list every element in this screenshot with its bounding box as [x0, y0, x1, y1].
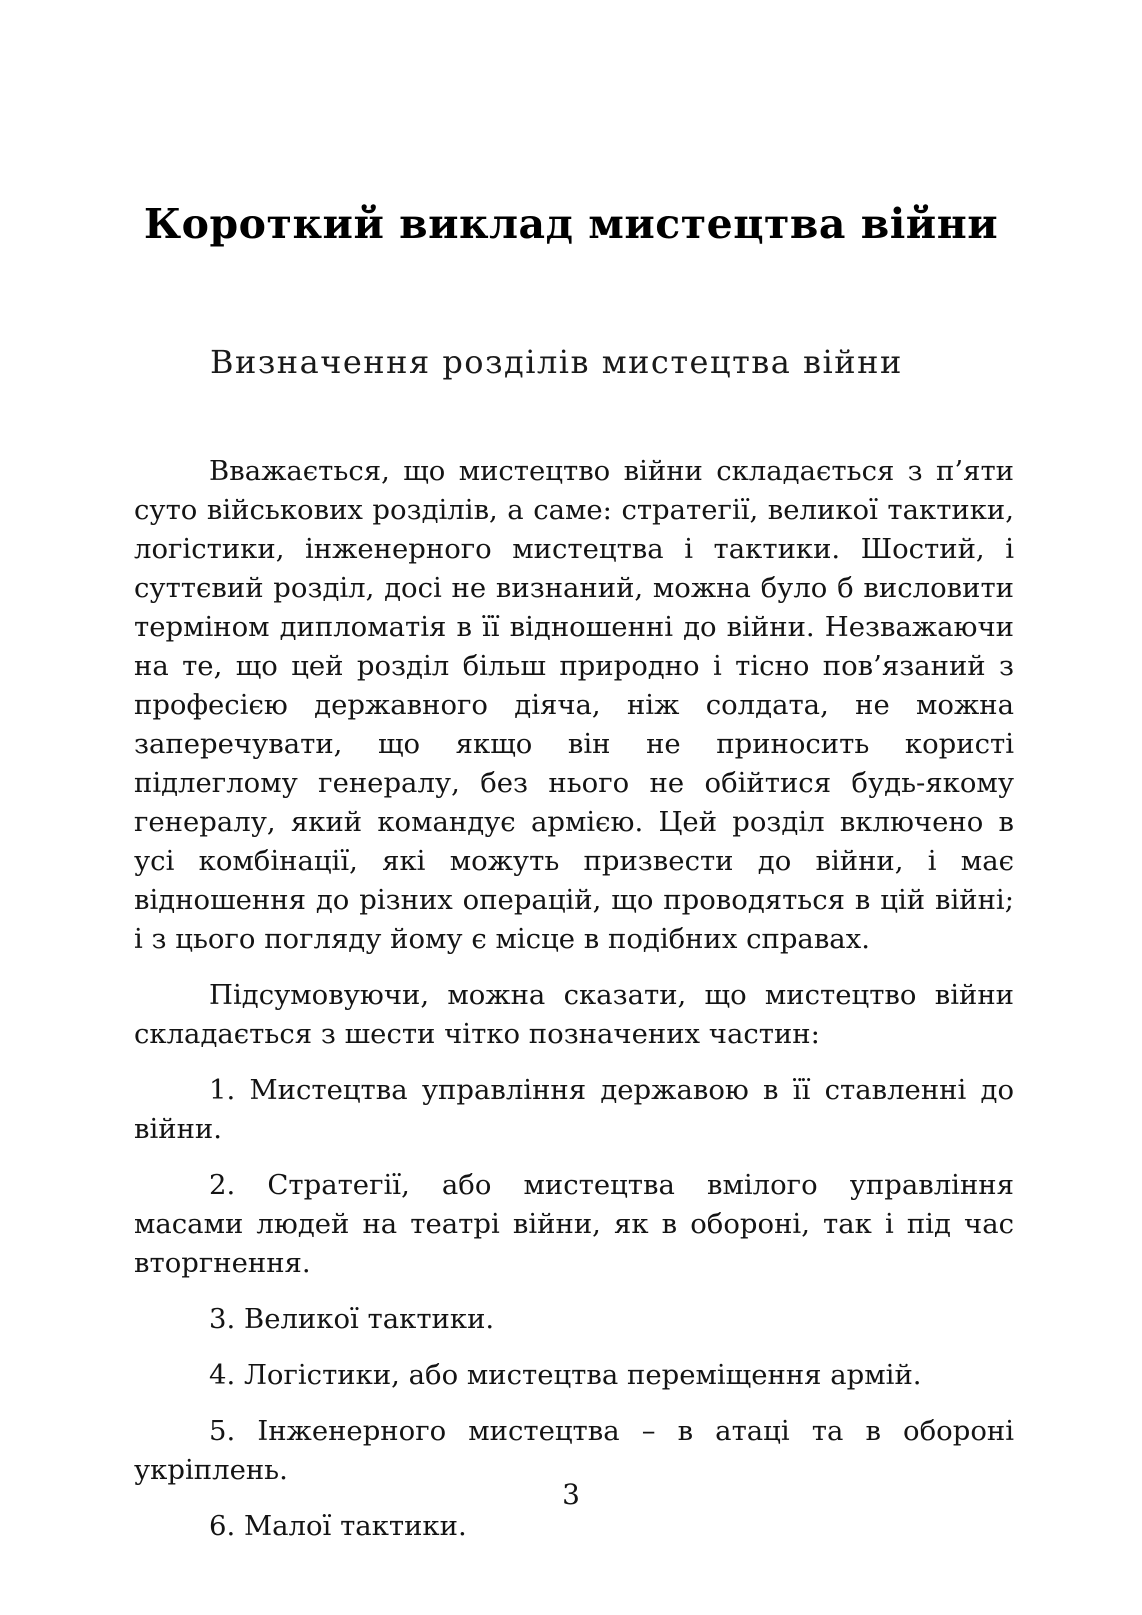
paragraph-2: Підсумовуючи, можна сказати, що мистецтво війни складається з шести чітко позначених частин:: [134, 979, 1014, 1050]
page-title: Короткий виклад мистецтва війни: [143, 200, 999, 248]
list-item-1: 1. Мистецтва управління державою в її ставленні до війни.: [134, 1074, 1014, 1145]
body-text: [134, 452, 1014, 1563]
list-item-6: 6. Малої тактики.: [209, 1510, 467, 1542]
list-item-5: 5. Інженерного мистецтва – в атаці та в обороні укріплень.: [134, 1415, 1014, 1486]
section-subtitle: Визначення розділів мистецтва війни: [210, 343, 903, 381]
paragraph-1: Вважається, що мистецтво війни складається з п’яти суто військових розділів, а саме: стратегії, великої тактики, логістики, інженерного мистецтва і тактики. Шостий, і суттєвий розділ, досі не визнаний, можна було б висловити терміном дипломатія в її відношенні до війни. Незважаючи на те, що цей розділ більш природно і тісно пов’язаний з професією державного діяча, ніж солдата, не можна заперечувати, що якщо він не приносить користі підлеглому генералу, без нього не обійтися будь-якому генералу, який командує армією. Цей розділ включено в усі комбінації, які можуть призвести до війни, і має відношення до різних операцій, що проводяться в цій війні; і з цього погляду йому є місце в подібних справах.: [134, 455, 1014, 955]
page-number: 3: [562, 1478, 580, 1511]
list-item-4: 4. Логістики, або мистецтва переміщення армій.: [209, 1359, 922, 1391]
list-item-2: 2. Стратегії, або мистецтва вмілого управління масами людей на театрі війни, як в обороні, так і під час вторгнення.: [134, 1169, 1014, 1279]
list-item-3: 3. Великої тактики.: [209, 1303, 495, 1335]
